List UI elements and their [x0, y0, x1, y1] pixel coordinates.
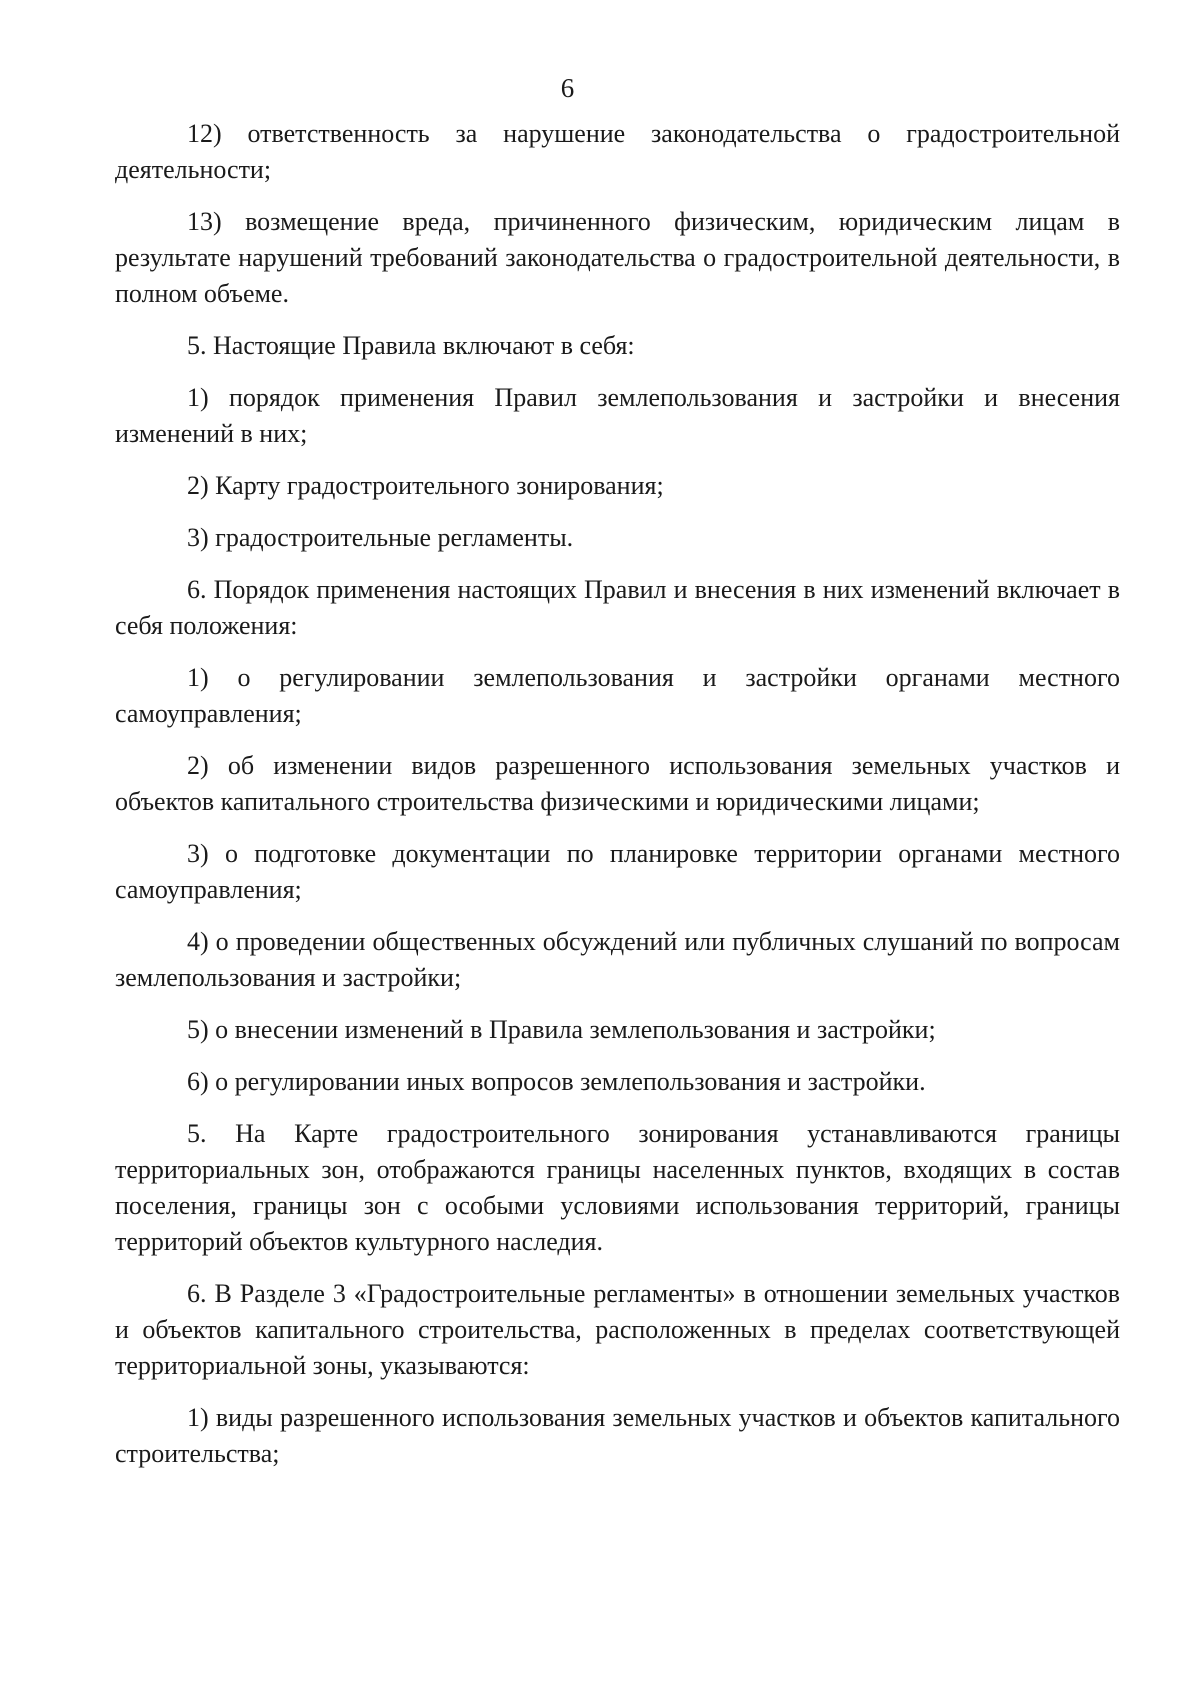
paragraph-zoning-map: 5. На Карте градостроительного зонирования устанавливаются границы территориальных зон, отображаются границы населенных пунктов, входящих в состав поселения, границы зон с особыми условиями использования территорий, границы территорий объектов культурного наследия.: [115, 1119, 1120, 1256]
paragraph-item-12: 12) ответственность за нарушение законодательства о градостроительной деятельности;: [115, 119, 1120, 184]
paragraph-item-13: 13) возмещение вреда, причиненного физическим, юридическим лицам в результате нарушений требований законодательства о градостроительной деятельности, в полном объеме.: [115, 207, 1120, 308]
paragraph-provision-1: 1) о регулировании землепользования и застройки органами местного самоуправления;: [115, 663, 1120, 728]
paragraph-section-5-intro: 5. Настоящие Правила включают в себя:: [187, 331, 635, 360]
paragraph-provision-3: 3) о подготовке документации по планировке территории органами местного самоуправления;: [115, 839, 1120, 904]
paragraph-provision-6: 6) о регулировании иных вопросов землепользования и застройки.: [187, 1067, 926, 1096]
paragraph-section-3-regulations: 6. В Разделе 3 «Градостроительные регламенты» в отношении земельных участков и объектов капитального строительства, расположенных в пределах соответствующей территориальной зоны, указываются:: [115, 1279, 1120, 1380]
paragraph-provision-4: 4) о проведении общественных обсуждений или публичных слушаний по вопросам землепользования и застройки;: [115, 927, 1120, 992]
paragraph-provision-2: 2) об изменении видов разрешенного использования земельных участков и объектов капитального строительства физическими и юридическими лицами;: [115, 751, 1120, 816]
paragraph-rules-item-3: 3) градостроительные регламенты.: [187, 523, 574, 552]
paragraph-permitted-use-item-1: 1) виды разрешенного использования земельных участков и объектов капитального строительства;: [115, 1403, 1120, 1468]
paragraph-provision-5: 5) о внесении изменений в Правила землепользования и застройки;: [187, 1015, 936, 1044]
paragraph-section-6-intro: 6. Порядок применения настоящих Правил и внесения в них изменений включает в себя положения:: [115, 575, 1120, 640]
page-number: 6: [560, 73, 575, 103]
paragraph-rules-item-2: 2) Карту градостроительного зонирования;: [187, 471, 664, 500]
paragraph-rules-item-1: 1) порядок применения Правил землепользования и застройки и внесения изменений в них;: [115, 383, 1120, 448]
document-body: [115, 116, 1120, 1488]
